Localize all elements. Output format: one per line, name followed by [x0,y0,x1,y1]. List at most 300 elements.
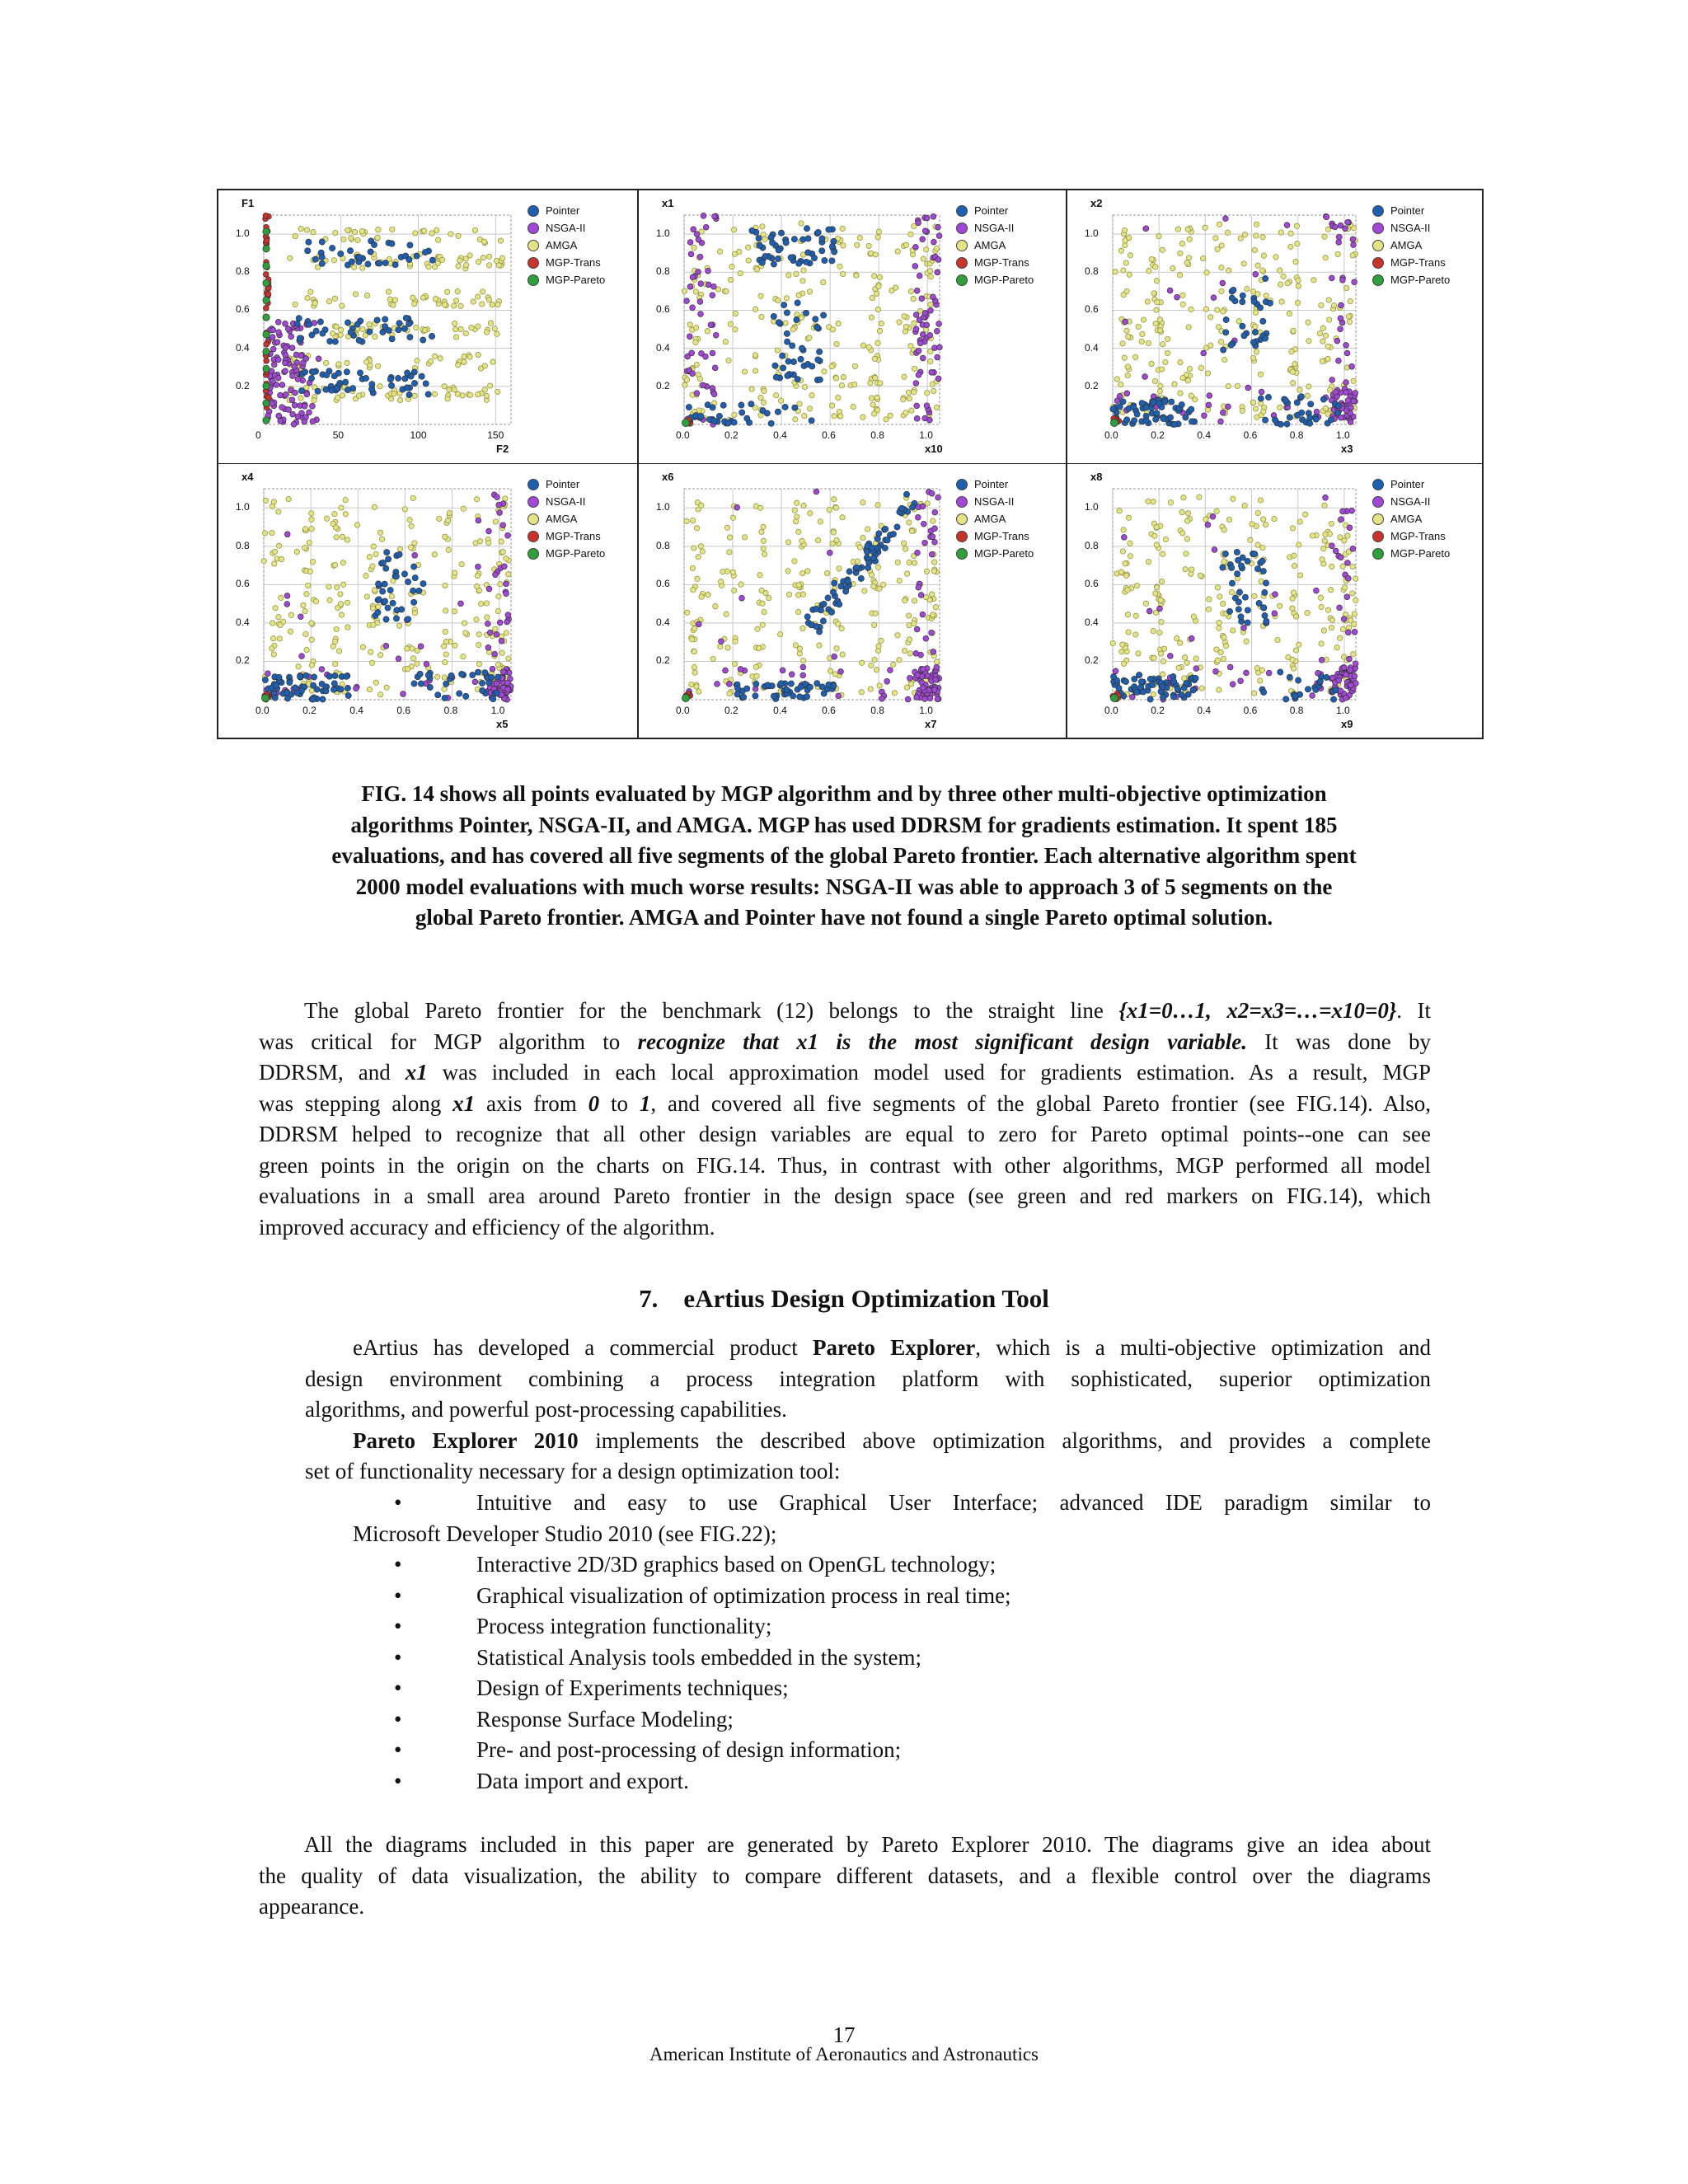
legend-item [528,527,605,545]
point-amga [377,384,382,389]
point-amga [500,549,505,554]
point-amga [840,226,845,231]
point-pointer [338,687,344,692]
point-amga [793,417,798,422]
point-amga [1172,382,1177,387]
x-tick-label: 0.2 [1151,705,1165,716]
point-nsga [1272,611,1278,616]
point-pointer [739,410,745,415]
point-amga [1290,596,1295,601]
point-amga [370,606,375,611]
point-amga [903,324,908,329]
point-amga [495,389,500,394]
point-amga [301,602,306,607]
point-amga [495,662,500,667]
point-amga [422,327,427,332]
point-amga [1213,236,1218,241]
point-nsga [302,403,307,409]
point-amga [879,638,884,643]
point-amga [1128,541,1132,546]
point-amga [1204,270,1209,275]
point-amga [907,396,912,401]
point-pointer [1282,397,1288,403]
point-amga [869,572,874,577]
point-pointer [1335,410,1341,416]
y-tick-label: 1.0 [1085,501,1099,513]
bullet-text: Graphical visualization of optimization process in real time; [476,1583,1011,1608]
point-amga [1151,291,1156,296]
point-amga [462,359,467,364]
point-amga [1219,288,1224,293]
point-nsga [275,319,281,325]
point-amga [461,654,466,659]
point-amga [304,227,309,232]
point-amga [829,364,834,369]
point-nsga [928,307,934,313]
x-tick-label: 0.8 [1289,429,1304,441]
point-nsga [494,681,499,687]
point-pointer [716,413,722,419]
point-amga [792,559,797,564]
point-amga [719,579,724,584]
point-pointer [821,601,827,607]
bullet-item [476,1488,1431,1519]
point-nsga [307,410,312,415]
point-amga [705,329,710,334]
point-amga [839,626,844,630]
point-amga [296,664,301,669]
point-amga [1319,641,1324,646]
point-amga [429,231,434,236]
point-amga [1350,253,1355,258]
point-amga [836,621,841,626]
point-nsga [279,405,285,410]
point-pointer [838,583,844,589]
point-pointer [804,226,809,232]
point-amga [452,609,457,614]
point-nsga [935,257,941,263]
point-amga [1334,645,1339,650]
point-amga [443,652,448,657]
point-amga [1177,273,1182,278]
legend-marker-icon [956,257,968,269]
point-nsga [1344,350,1350,356]
point-nsga [927,696,933,701]
point-amga [902,648,907,653]
point-amga [262,531,267,536]
point-amga [1160,658,1165,663]
point-nsga [1341,616,1347,622]
point-amga [759,588,764,593]
point-amga [932,560,937,565]
point-nsga [383,643,389,649]
point-amga [304,385,309,390]
point-amga [851,404,856,409]
point-pointer [1261,689,1267,695]
y-axis-label: x6 [662,471,674,483]
point-nsga [505,687,511,692]
point-amga [1323,532,1328,537]
point-pointer [775,409,781,415]
point-amga [866,344,871,349]
point-amga [1226,517,1231,522]
point-amga [446,547,451,552]
point-amga [733,327,738,332]
point-amga [1352,621,1357,626]
point-amga [726,358,731,363]
point-amga [443,629,448,634]
point-nsga [1212,547,1217,553]
point-amga [432,265,437,269]
point-pointer [375,610,381,616]
point-amga [758,395,763,400]
point-amga [1118,248,1123,253]
point-pointer [771,261,776,267]
point-amga [841,243,846,248]
point-amga [872,356,877,361]
point-amga [412,302,417,307]
point-nsga [1340,509,1346,514]
point-amga [1288,244,1293,249]
legend-marker-icon [528,513,539,525]
point-pointer [843,588,849,594]
point-nsga [418,644,424,649]
point-amga [304,592,309,597]
point-nsga [1341,665,1347,671]
point-pointer [1143,418,1149,424]
point-pointer [394,607,400,613]
point-nsga [1336,240,1342,246]
point-nsga [1345,397,1351,403]
legend-marker-icon [956,548,968,560]
point-pointer [814,681,820,687]
legend-item [956,219,1034,237]
point-amga [760,601,765,606]
point-amga [288,612,293,617]
point-pointer [427,684,433,690]
point-pointer [1272,417,1278,423]
point-pointer [744,415,750,421]
point-nsga [931,687,937,693]
point-pointer [406,579,411,584]
point-pointer [815,229,821,235]
point-nsga [907,675,912,681]
point-amga [373,334,377,339]
point-nsga [929,551,935,557]
point-pointer [756,236,762,241]
point-pointer [792,405,798,410]
point-amga [796,293,801,298]
point-pointer [1235,571,1240,577]
point-amga [927,268,932,273]
point-amga [1259,401,1264,406]
point-amga [1329,626,1334,630]
point-pointer [845,578,851,583]
point-amga [742,369,747,374]
bullet-continuation: Microsoft Developer Studio 2010 (see FIG.22); [353,1521,777,1546]
bullet-text: Intuitive and easy to use Graphical User Interface; advanced IDE paradigm similar to [476,1490,1431,1515]
legend-item [528,493,605,510]
point-amga [452,321,457,326]
point-amga [345,227,350,232]
point-trans [263,272,269,278]
point-amga [876,284,881,288]
point-trans [263,213,269,218]
point-amga [377,692,382,697]
point-nsga [1253,271,1259,277]
legend-item [956,493,1034,510]
y-axis-label: x4 [241,471,254,483]
point-nsga [932,539,938,545]
point-pointer [480,687,485,693]
point-pointer [821,691,827,696]
point-amga [761,400,766,405]
point-nsga [713,332,719,338]
point-pareto [263,246,270,252]
point-nsga [1348,668,1353,673]
point-amga [482,387,487,392]
point-pareto [263,365,270,372]
point-amga [761,232,766,237]
point-nsga [504,591,509,597]
x-axis-label: x9 [1341,718,1353,730]
point-pointer [384,550,390,555]
point-pointer [1124,417,1130,423]
point-nsga [1336,677,1342,683]
point-amga [743,535,748,540]
point-amga [334,626,339,631]
point-nsga [697,254,703,260]
point-amga [800,279,805,284]
point-amga [1320,557,1325,562]
point-amga [433,297,438,302]
point-nsga [293,390,298,396]
point-nsga [487,630,493,635]
point-amga [471,299,476,304]
point-pointer [1222,551,1228,556]
point-nsga [715,682,720,687]
point-nsga [914,415,920,421]
point-pointer [804,614,810,620]
point-amga [496,594,501,599]
point-amga [377,653,382,658]
point-amga [445,518,450,523]
y-tick-label: 0.8 [236,539,250,551]
point-amga [476,260,481,265]
point-pointer [775,255,781,261]
y-tick-label: 0.4 [1085,341,1099,354]
point-amga [1325,344,1330,349]
point-amga [802,413,807,418]
point-amga [801,503,806,508]
point-amga [1248,537,1253,542]
point-pointer [1138,679,1144,685]
point-amga [895,633,900,638]
point-amga [339,612,344,617]
point-pointer [796,260,802,266]
point-amga [860,415,865,419]
bullet-marker: • [394,1614,402,1638]
point-amga [1223,644,1228,649]
point-amga [335,395,340,400]
point-amga [272,549,277,554]
point-amga [486,254,491,259]
point-nsga [687,240,693,246]
point-pointer [407,242,413,248]
point-amga [817,643,822,648]
point-amga [1152,533,1157,538]
point-amga [1245,286,1250,291]
text-line: green points in the origin on the charts on FIG.14. Thus, in contrast with other algorithms, MGP performed all model [259,1152,1431,1178]
point-nsga [719,639,724,644]
point-amga [1187,237,1192,241]
point-amga [907,637,912,642]
point-amga [786,592,791,597]
point-nsga [920,355,926,361]
legend [1372,202,1450,288]
point-amga [338,602,343,607]
point-pointer [377,260,382,266]
point-amga [757,505,762,510]
point-amga [1311,278,1316,283]
point-amga [746,245,751,250]
point-amga [354,523,359,527]
point-amga [309,517,314,522]
point-nsga [319,667,325,673]
point-nsga [1323,494,1329,500]
y-tick-label: 0.4 [1085,616,1099,628]
point-amga [379,537,384,541]
point-nsga [299,654,305,659]
point-amga [370,564,375,569]
x-tick-label: 50 [332,429,345,441]
plot-frame [1113,215,1356,424]
point-amga [717,249,722,254]
point-pointer [1147,696,1153,702]
point-amga [480,289,485,294]
point-nsga [1314,588,1320,593]
point-nsga [703,354,709,359]
point-pointer [356,337,362,343]
bullet-marker: • [394,1769,402,1793]
point-amga [1254,222,1259,227]
point-amga [868,381,873,386]
point-pointer [1171,421,1177,427]
point-nsga [934,328,940,334]
point-amga [872,411,877,416]
point-amga [1351,652,1356,657]
point-amga [338,592,343,597]
point-amga [447,510,452,515]
point-amga [897,658,902,663]
point-amga [448,232,453,237]
point-pointer [459,671,465,677]
point-amga [1124,328,1129,333]
text-line: DDRSM, and x1 was included in each local approximation model used for gradients estimation. As a result, MGP [259,1060,1431,1085]
point-pointer [388,382,394,388]
point-amga [294,549,299,554]
point-pointer [1328,417,1334,423]
point-pointer [420,337,426,343]
point-pointer [1160,694,1166,700]
point-amga [1146,269,1151,274]
point-pointer [1245,607,1250,613]
text-line: was stepping along x1 axis from 0 to 1, and covered all five segments of the global Pareto frontier (see FIG.14). Also, [259,1090,1431,1116]
point-nsga [289,345,295,351]
point-pointer [1236,607,1241,612]
point-amga [1121,293,1126,298]
point-nsga [476,518,481,523]
x-tick-label: 0.2 [724,429,738,441]
point-amga [799,538,804,543]
point-amga [897,320,902,325]
point-amga [1321,628,1326,633]
point-amga [484,330,489,335]
point-pointer [310,369,316,375]
point-nsga [1220,410,1226,415]
point-pointer [371,241,377,247]
point-amga [700,549,705,554]
point-amga [455,391,460,396]
point-pointer [382,316,388,322]
point-amga [818,519,823,524]
x-axis-label: x10 [925,443,943,455]
point-nsga [458,601,464,607]
point-amga [376,604,381,609]
point-nsga [914,403,920,409]
point-amga [1350,591,1355,596]
point-amga [698,544,703,549]
legend-marker-icon [528,548,539,560]
point-nsga [924,403,930,409]
y-axis-label: x1 [662,197,674,209]
point-trans [264,358,270,363]
point-amga [908,288,913,293]
point-nsga [1223,216,1229,222]
point-pointer [1331,696,1337,702]
point-amga [871,622,876,627]
x-tick-label: 0.2 [1151,429,1165,441]
point-amga [875,340,880,345]
point-amga [1153,321,1158,326]
point-nsga [698,312,704,317]
point-amga [1297,387,1302,392]
point-amga [452,387,457,392]
point-pareto [263,279,270,286]
point-amga [1187,366,1192,371]
point-amga [308,289,313,294]
legend-label: Pointer [1390,478,1425,490]
point-nsga [278,418,284,424]
point-nsga [922,311,928,316]
point-pointer [1223,330,1229,335]
point-pointer [443,681,449,687]
point-amga [1221,309,1226,314]
point-amga [865,527,870,532]
point-amga [458,326,463,331]
point-nsga [913,245,919,251]
point-amga [1208,315,1213,320]
point-amga [1203,225,1207,230]
y-tick-label: 0.8 [1085,539,1099,551]
point-amga [1291,381,1296,386]
point-amga [1151,655,1156,660]
point-nsga [916,348,921,354]
point-amga [897,578,902,583]
point-amga [437,516,442,521]
point-amga [1160,551,1165,556]
point-pointer [864,549,870,555]
